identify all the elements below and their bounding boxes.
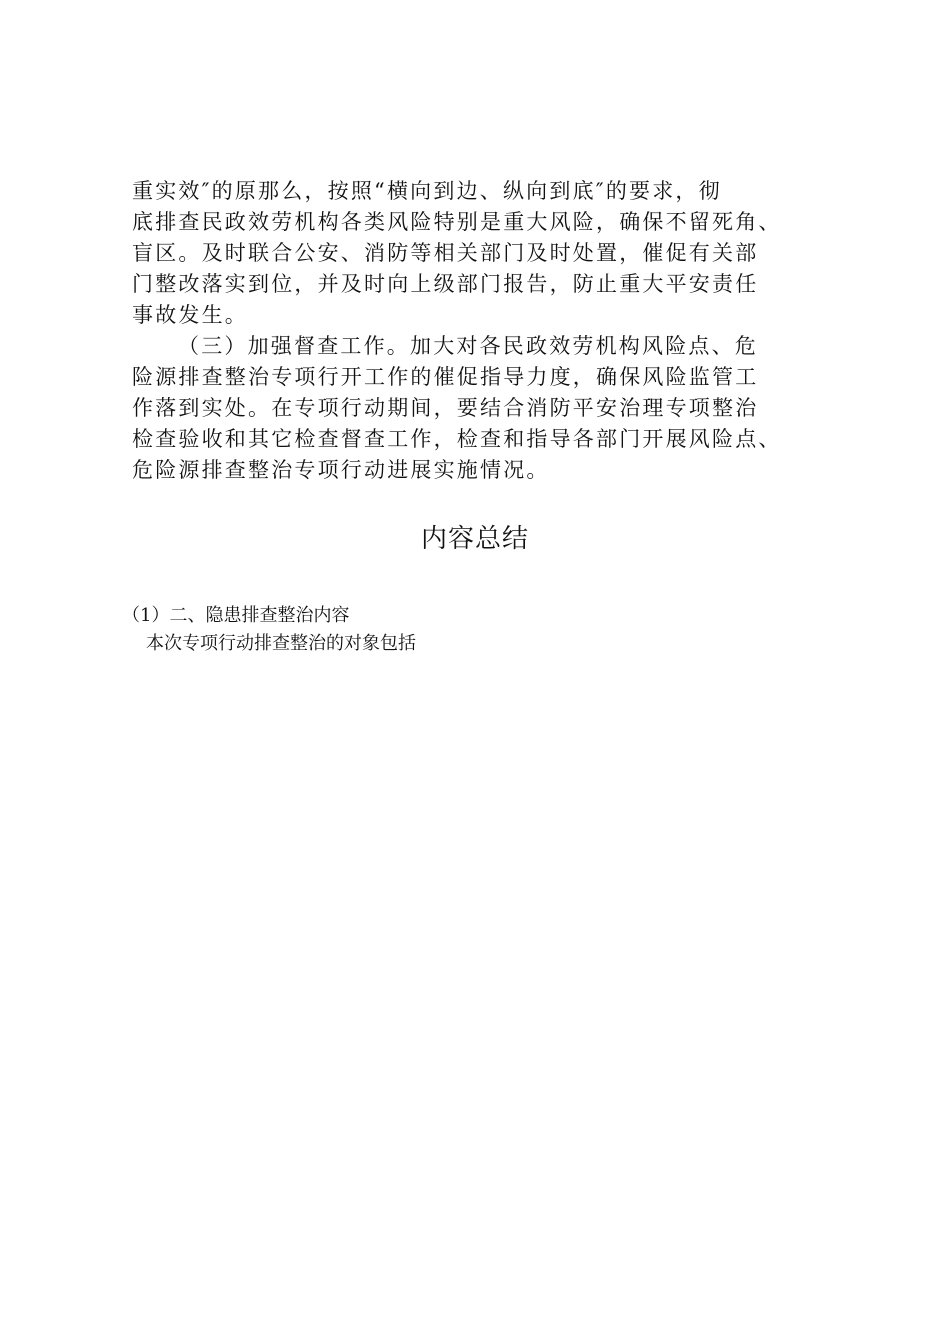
body-text [132, 176, 832, 486]
paragraph-line: 盲区。及时联合公安、消防等相关部门及时处置，催促有关部 [132, 241, 759, 265]
paragraph-line: 重实效″的原那么，按照“横向到边、纵向到底″的要求，彻 [132, 179, 722, 203]
paragraph-line: （三）加强督查工作。加大对各民政效劳机构风险点、危 [178, 334, 758, 358]
summary-heading: 内容总结 [420, 524, 529, 554]
paragraph-line: 底排查民政效劳机构各类风险特别是重大风险，确保不留死角、 [132, 210, 782, 234]
summary-item: （1）二、隐患排查整治内容 [122, 605, 350, 626]
paragraph-line: 门整改落实到位，并及时向上级部门报告，防止重大平安责任 [132, 272, 759, 296]
paragraph-line: 作落到实处。在专项行动期间，要结合消防平安治理专项整治 [132, 396, 759, 420]
paragraph-line: 事故发生。 [132, 303, 248, 327]
paragraph-line: 检查验收和其它检查督查工作，检查和指导各部门开展风险点、 [132, 427, 782, 451]
summary-item-detail: 本次专项行动排查整治的对象包括 [146, 633, 416, 654]
paragraph-line: 危险源排查整治专项行动进展实施情况。 [132, 458, 550, 482]
summary-section [122, 602, 822, 658]
paragraph-line: 险源排查整治专项行开工作的催促指导力度，确保风险监管工 [132, 365, 759, 389]
